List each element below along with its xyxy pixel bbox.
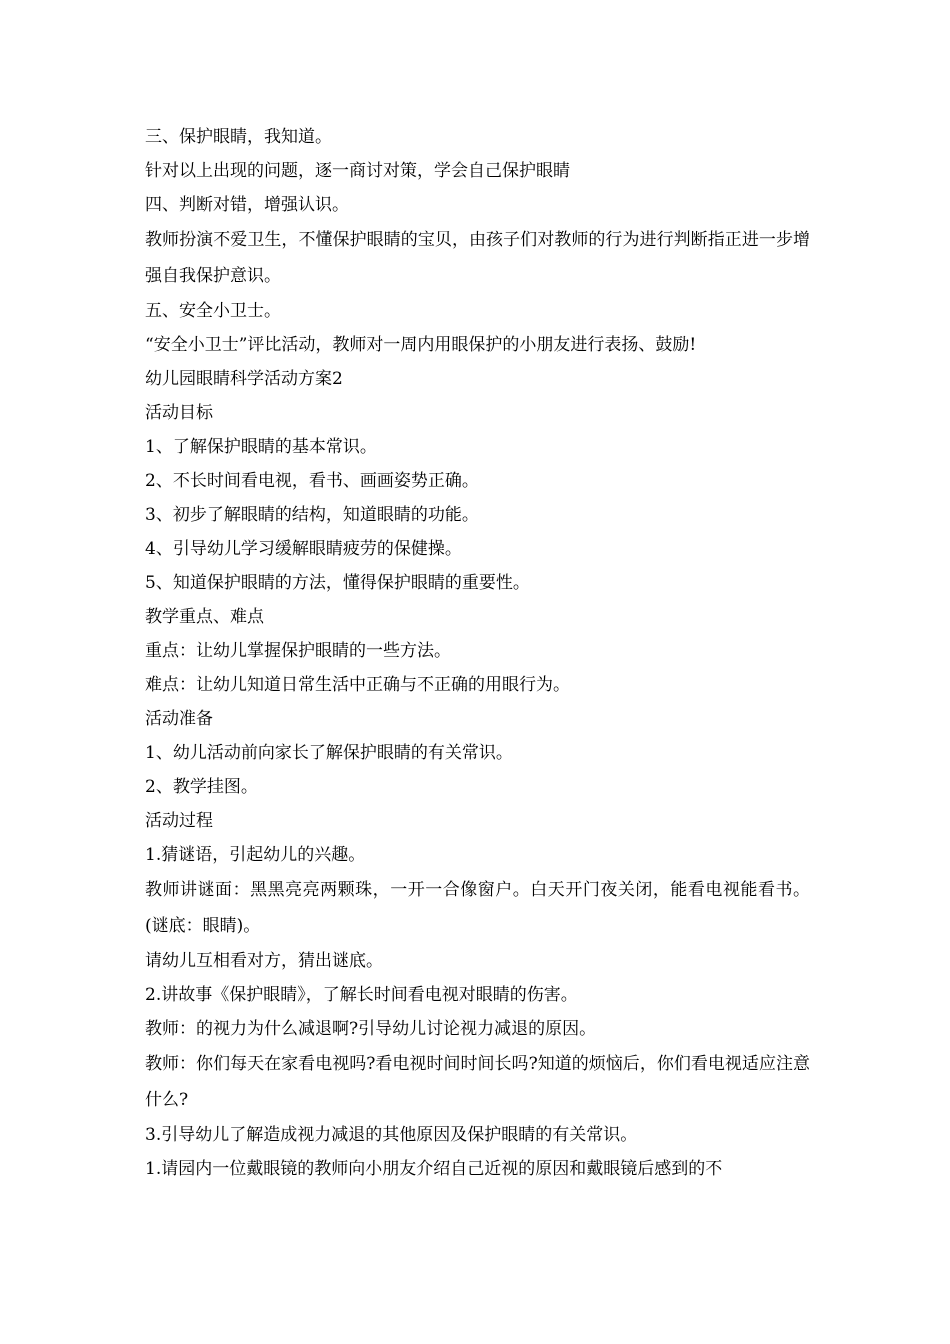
paragraph: 重点：让幼儿掌握保护眼睛的一些方法。 — [145, 641, 451, 661]
subheading-preparation: 活动准备 — [145, 709, 213, 729]
document-body — [145, 120, 810, 1186]
paragraph: 教师讲谜面：黑黑亮亮两颗珠，一开一合像窗户。白天开门夜关闭，能看电视能看书。(谜底：眼睛)。 — [145, 880, 810, 936]
list-item: 1.猜谜语，引起幼儿的兴趣。 — [145, 845, 366, 865]
paragraph: 难点：让幼儿知道日常生活中正确与不正确的用眼行为。 — [145, 675, 570, 695]
paragraph: 教师：你们每天在家看电视吗?看电视时间时间长吗?知道的烦恼后，你们看电视适应注意什么? — [145, 1054, 810, 1110]
paragraph: “安全小卫士”评比活动，教师对一周内用眼保护的小朋友进行表扬、鼓励! — [145, 335, 697, 355]
subheading-key-points: 教学重点、难点 — [145, 607, 264, 627]
list-item: 5、知道保护眼睛的方法，懂得保护眼睛的重要性。 — [145, 573, 530, 593]
paragraph: 教师扮演不爱卫生，不懂保护眼睛的宝贝，由孩子们对教师的行为进行判断指正进一步增强自我保护意识。 — [145, 230, 810, 286]
paragraph: 请幼儿互相看对方，猜出谜底。 — [145, 951, 383, 971]
list-item: 2.讲故事《保护眼睛》，了解长时间看电视对眼睛的伤害。 — [145, 985, 578, 1005]
list-item: 3.引导幼儿了解造成视力减退的其他原因及保护眼睛的有关常识。 — [145, 1125, 638, 1145]
section-heading-4: 四、判断对错，增强认识。 — [145, 195, 349, 215]
list-item: 2、教学挂图。 — [145, 777, 258, 797]
list-item: 4、引导幼儿学习缓解眼睛疲劳的保健操。 — [145, 539, 462, 559]
section-heading-5: 五、安全小卫士。 — [145, 301, 281, 321]
list-item: 3、初步了解眼睛的结构，知道眼睛的功能。 — [145, 505, 479, 525]
list-item: 2、不长时间看电视，看书、画画姿势正确。 — [145, 471, 479, 491]
paragraph: 针对以上出现的问题，逐一商讨对策，学会自己保护眼睛 — [145, 161, 570, 181]
list-item: 1、了解保护眼睛的基本常识。 — [145, 437, 377, 457]
subheading-activity-goals: 活动目标 — [145, 403, 213, 423]
list-item: 1.请园内一位戴眼镜的教师向小朋友介绍自己近视的原因和戴眼镜后感到的不 — [145, 1159, 723, 1179]
list-item: 1、幼儿活动前向家长了解保护眼睛的有关常识。 — [145, 743, 513, 763]
subheading-process: 活动过程 — [145, 811, 213, 831]
section-heading-3: 三、保护眼睛，我知道。 — [145, 127, 332, 147]
document-title: 幼儿园眼睛科学活动方案2 — [145, 369, 343, 389]
paragraph: 教师：的视力为什么减退啊?引导幼儿讨论视力减退的原因。 — [145, 1019, 597, 1039]
